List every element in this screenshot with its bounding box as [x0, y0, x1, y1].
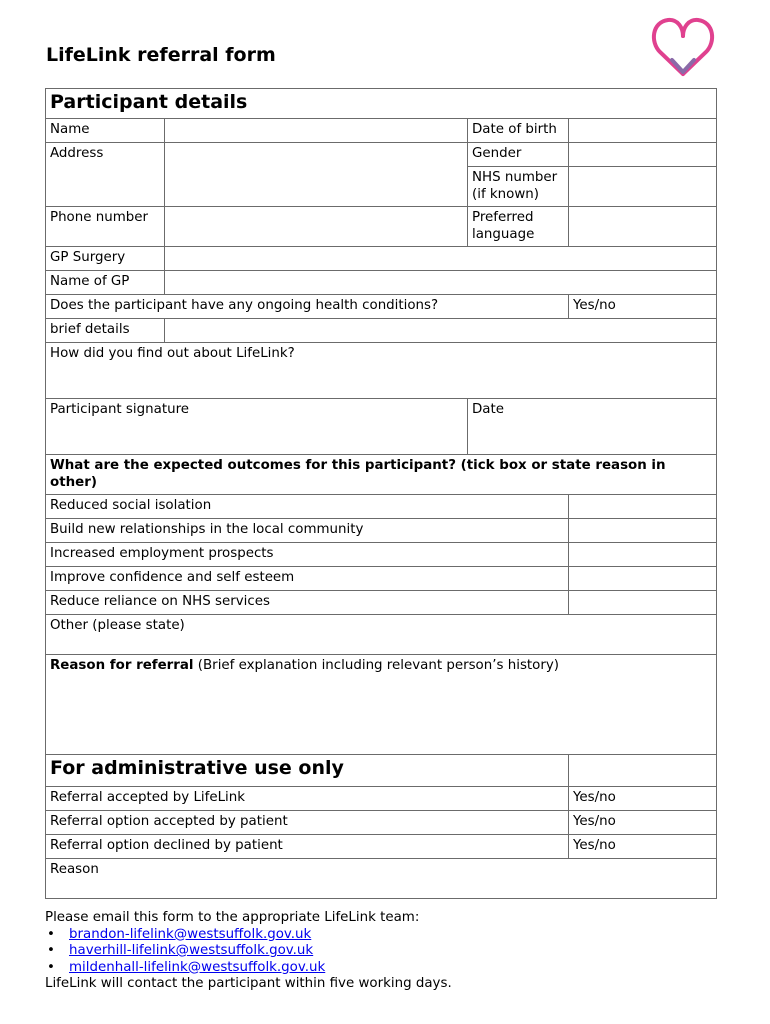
outcome-label: Improve confidence and self esteem [46, 567, 569, 591]
gender-field[interactable] [569, 143, 717, 167]
outcome-tick-box[interactable] [569, 519, 717, 543]
other-label: Other (please state) [50, 618, 185, 633]
reason-for-referral-label: Reason for referral [50, 658, 194, 673]
health-conditions-question: Does the participant have any ongoing health conditions? [46, 295, 569, 319]
footer [45, 910, 452, 993]
admin-row-label: Referral accepted by LifeLink [46, 787, 569, 811]
dob-field[interactable] [569, 119, 717, 143]
signature-date-field[interactable] [468, 399, 717, 455]
footer-intro: Please email this form to the appropriate LifeLink team: [45, 910, 420, 925]
dob-label: Date of birth [468, 119, 569, 143]
name-label: Name [46, 119, 165, 143]
nhs-number-field[interactable] [569, 167, 717, 207]
find-out-label: How did you find out about LifeLink? [50, 346, 295, 361]
email-list [45, 927, 452, 977]
admin-row-value[interactable]: Yes/no [569, 787, 717, 811]
language-field[interactable] [569, 207, 717, 247]
signature-label: Participant signature [50, 402, 190, 417]
bullet: • [47, 926, 55, 942]
admin-heading-blank [569, 755, 717, 787]
list-item [45, 960, 452, 977]
outcome-label: Reduce reliance on NHS services [46, 591, 569, 615]
bullet: • [47, 943, 55, 958]
admin-heading: For administrative use only [46, 755, 569, 787]
admin-row-label: Referral option declined by patient [46, 835, 569, 859]
health-conditions-yesno[interactable]: Yes/no [569, 295, 717, 319]
outcome-label: Increased employment prospects [46, 543, 569, 567]
lifelink-logo-icon [648, 14, 718, 80]
admin-reason-field[interactable] [46, 859, 717, 899]
name-field[interactable] [165, 119, 468, 143]
phone-field[interactable] [165, 207, 468, 247]
phone-label: Phone number [46, 207, 165, 247]
address-field[interactable] [165, 143, 468, 207]
gp-surgery-field[interactable] [165, 247, 717, 271]
bullet: • [47, 959, 55, 975]
other-field[interactable] [46, 615, 717, 655]
reason-for-referral-hint: (Brief explanation including relevant person’s history) [193, 658, 560, 673]
gp-name-label: Name of GP [46, 271, 165, 295]
list-item [45, 943, 452, 960]
participant-details-heading: Participant details [46, 89, 717, 119]
admin-row-value[interactable]: Yes/no [569, 835, 717, 859]
outcome-tick-box[interactable] [569, 591, 717, 615]
admin-row-value[interactable]: Yes/no [569, 811, 717, 835]
outcome-tick-box[interactable] [569, 495, 717, 519]
brief-details-label: brief details [46, 319, 165, 343]
email-link-mildenhall[interactable]: mildenhall-lifelink@westsuffolk.gov.uk [69, 959, 326, 975]
find-out-field[interactable] [46, 343, 717, 399]
signature-field[interactable] [46, 399, 468, 455]
footer-closing: LifeLink will contact the participant within five working days. [45, 976, 452, 991]
admin-reason-label: Reason [50, 862, 99, 877]
admin-row-label: Referral option accepted by patient [46, 811, 569, 835]
address-label: Address [46, 143, 165, 207]
referral-form-table [45, 88, 717, 899]
outcome-label: Reduced social isolation [46, 495, 569, 519]
outcome-tick-box[interactable] [569, 567, 717, 591]
gp-name-field[interactable] [165, 271, 717, 295]
outcome-tick-box[interactable] [569, 543, 717, 567]
language-label: Preferred language [468, 207, 569, 247]
nhs-number-label: NHS number (if known) [468, 167, 569, 207]
brief-details-field[interactable] [165, 319, 717, 343]
list-item [45, 927, 452, 944]
outcome-label: Build new relationships in the local community [46, 519, 569, 543]
signature-date-label: Date [472, 402, 505, 417]
email-link-brandon[interactable]: brandon-lifelink@westsuffolk.gov.uk [69, 926, 312, 942]
page-title: LifeLink referral form [46, 44, 276, 66]
email-link-haverhill[interactable]: haverhill-lifelink@westsuffolk.gov.uk [69, 943, 314, 958]
reason-for-referral-field[interactable] [46, 655, 717, 755]
outcomes-heading: What are the expected outcomes for this participant? (tick box or state reason in other) [46, 455, 717, 495]
gender-label: Gender [468, 143, 569, 167]
gp-surgery-label: GP Surgery [46, 247, 165, 271]
